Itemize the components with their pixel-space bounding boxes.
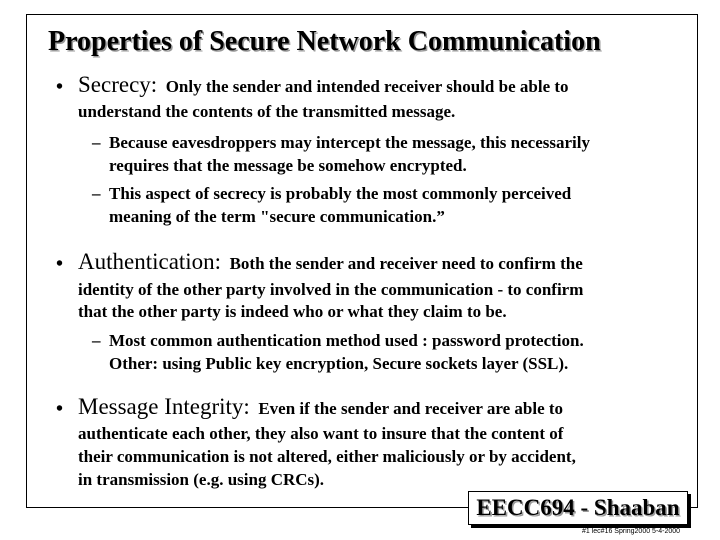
secrecy-sub2-line-1: This aspect of secrecy is probably the most commonly perceived (109, 184, 572, 203)
secrecy-sub2-line-2: meaning of the term "secure communication.” (109, 207, 445, 226)
bullet-authentication: • (56, 253, 64, 275)
authentication-sub1-line-1: Most common authentication method used : password protection. (109, 331, 584, 350)
integrity-first-line (78, 394, 563, 420)
authentication-dash-1: – (92, 331, 101, 350)
secrecy-dash-1: – (92, 133, 101, 152)
secrecy-heading: Secrecy: (78, 72, 158, 97)
authentication-first-line (78, 249, 583, 275)
secrecy-dash-2: – (92, 184, 101, 203)
authentication-line-2: identity of the other party involved in the communication - to confirm (78, 280, 584, 299)
secrecy-sub1-line-2: requires that the message be somehow encrypted. (109, 156, 467, 175)
slide-title: Properties of Secure Network Communication (48, 26, 601, 57)
secrecy-sub1-line-1: Because eavesdroppers may intercept the message, this necessarily (109, 133, 590, 152)
authentication-heading: Authentication: (78, 249, 222, 274)
secrecy-lead: Only the sender and intended receiver should be able to (165, 77, 569, 96)
secrecy-line-2: understand the contents of the transmitted message. (78, 102, 456, 121)
course-label: EECC694 - Shaaban (476, 495, 680, 520)
slide-reference: #1 lec#16 Spring2000 5-4-2000 (582, 528, 681, 535)
authentication-sub1-line-2: Other: using Public key encryption, Secure sockets layer (SSL). (109, 354, 569, 373)
course-footer-box (468, 491, 688, 525)
bullet-secrecy: • (56, 76, 64, 98)
bullet-integrity: • (56, 398, 64, 420)
integrity-line-2: authenticate each other, they also want to insure that the content of (78, 424, 564, 443)
integrity-heading: Message Integrity: (78, 394, 250, 419)
secrecy-first-line (78, 72, 569, 98)
integrity-lead: Even if the sender and receiver are able to (258, 399, 564, 418)
authentication-line-3: that the other party is indeed who or what they claim to be. (78, 302, 507, 321)
integrity-line-3: their communication is not altered, either maliciously or by accident, (78, 447, 576, 466)
authentication-lead: Both the sender and receiver need to confirm the (229, 254, 583, 273)
integrity-line-4: in transmission (e.g. using CRCs). (78, 470, 325, 489)
